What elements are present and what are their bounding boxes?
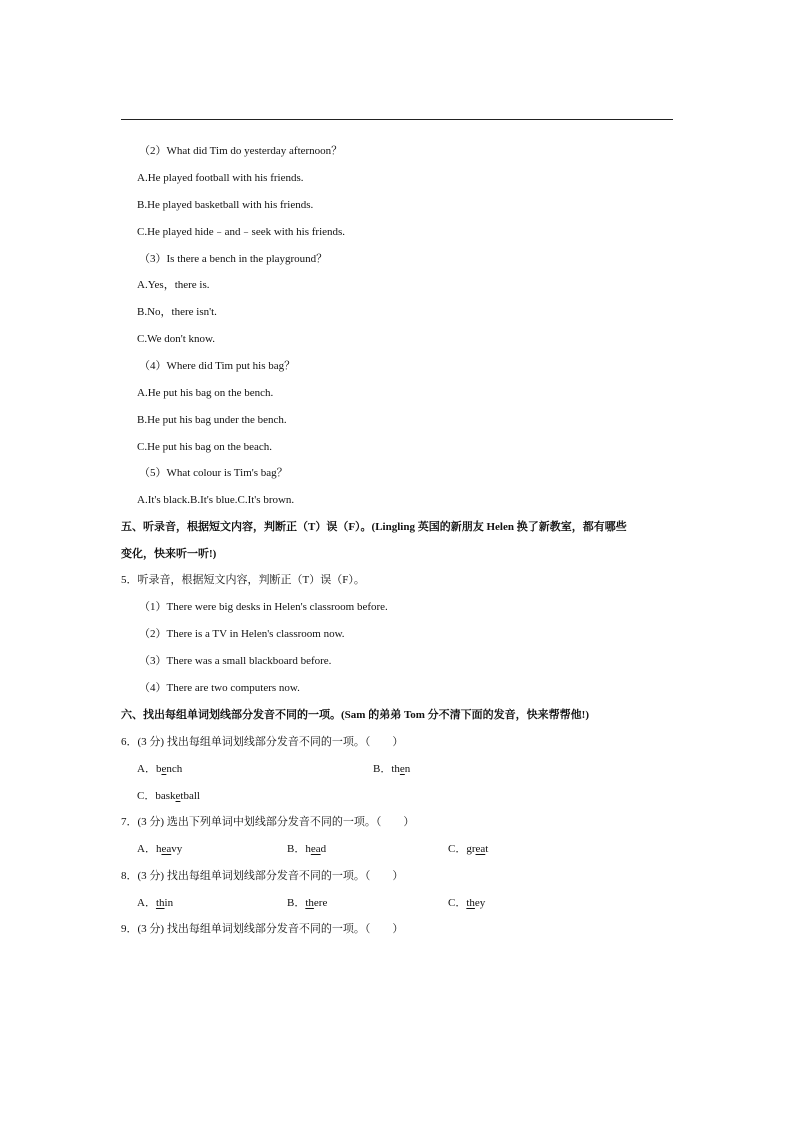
underlined-letters: e (161, 763, 167, 775)
question-6-prompt: 6．(3 分) 找出每组单词划线部分发音不同的一项。（ ） (121, 736, 404, 748)
question-9-prompt: 9．(3 分) 找出每组单词划线部分发音不同的一项。（ ） (121, 923, 404, 935)
underlined-letters: ea (161, 843, 172, 855)
question-5-prompt: （5）What colour is Tim's bag？ (139, 467, 288, 479)
question-4-option-c: C.He put his bag on the beach. (137, 441, 273, 453)
word-part: th (391, 763, 400, 775)
underlined-letters: e (399, 763, 405, 775)
word-part: ey (474, 897, 486, 909)
word-part: tball (180, 790, 200, 802)
question-2-option-b: B.He played basketball with his friends. (137, 199, 314, 211)
item-5-prompt: 5．听录音，根据短文内容，判断正（T）误（F）。 (121, 574, 365, 586)
question-6-option-a (137, 762, 182, 776)
option-letter: B． (287, 897, 306, 909)
question-2-prompt: （2）What did Tim do yesterday afternoon？ (139, 145, 343, 157)
question-6-option-b (373, 762, 410, 776)
underlined-letters: th (305, 897, 314, 909)
underlined-letters: e (175, 790, 181, 802)
word-part: vy (171, 843, 183, 855)
question-8-option-c (448, 896, 485, 910)
question-6-option-c (137, 789, 200, 803)
option-letter: B． (287, 843, 306, 855)
header-rule (121, 119, 673, 120)
section-5-heading-line-2: 变化，快来听一听!) (121, 548, 217, 560)
word-part: in (164, 897, 174, 909)
option-letter: B． (373, 763, 392, 775)
underlined-letters: ea (310, 843, 321, 855)
word-part: d (320, 843, 327, 855)
question-7-option-c (448, 842, 488, 856)
question-8-option-a (137, 896, 173, 910)
word-part: n (404, 763, 411, 775)
word-part: bask (155, 790, 176, 802)
underlined-letters: ea (475, 843, 486, 855)
word-part: h (155, 843, 162, 855)
word-part: ere (313, 897, 328, 909)
question-7-option-a (137, 842, 182, 856)
question-2-option-c: C.He played hide﹣and﹣seek with his friends. (137, 226, 346, 238)
word-part: nch (166, 763, 183, 775)
option-letter: C． (448, 843, 467, 855)
question-7-option-b (287, 842, 326, 856)
question-8-option-b (287, 896, 327, 910)
underlined-letters: th (466, 897, 475, 909)
question-5-options: A.It's black.B.It's blue.C.It's brown. (137, 494, 295, 506)
question-8-prompt: 8．(3 分) 找出每组单词划线部分发音不同的一项。（ ） (121, 870, 404, 882)
question-4-option-a: A.He put his bag on the bench. (137, 387, 274, 399)
word-part: t (485, 843, 489, 855)
item-5-statement-3: （3）There was a small blackboard before. (139, 655, 332, 667)
item-5-statement-4: （4）There are two computers now. (139, 682, 300, 694)
question-2-option-a: A.He played football with his friends. (137, 172, 304, 184)
option-letter: A． (137, 843, 156, 855)
question-3-option-c: C.We don't know. (137, 333, 215, 345)
item-5-statement-1: （1）There were big desks in Helen's classroom before. (139, 601, 388, 613)
question-3-prompt: （3）Is there a bench in the playground？ (139, 253, 328, 265)
question-4-prompt: （4）Where did Tim put his bag？ (139, 360, 296, 372)
word-part: b (155, 763, 162, 775)
question-3-option-a: A.Yes，there is. (137, 279, 210, 291)
underlined-letters: th (155, 897, 165, 909)
option-letter: C． (448, 897, 467, 909)
word-part: gr (466, 843, 476, 855)
option-letter: A． (137, 897, 156, 909)
question-7-prompt: 7．(3 分) 选出下列单词中划线部分发音不同的一项。（ ） (121, 816, 415, 828)
section-6-heading: 六、找出每组单词划线部分发音不同的一项。(Sam 的弟弟 Tom 分不清下面的发音，快来帮帮他!) (121, 709, 590, 721)
question-3-option-b: B.No，there isn't. (137, 306, 217, 318)
question-4-option-b: B.He put his bag under the bench. (137, 414, 287, 426)
word-part: h (305, 843, 311, 855)
option-letter: C． (137, 790, 156, 802)
item-5-statement-2: （2）There is a TV in Helen's classroom now. (139, 628, 345, 640)
section-5-heading-line-1: 五、听录音，根据短文内容，判断正（T）误（F）。(Lingling 英国的新朋友 Helen 换了新教室，都有哪些 (121, 521, 627, 533)
option-letter: A． (137, 763, 156, 775)
